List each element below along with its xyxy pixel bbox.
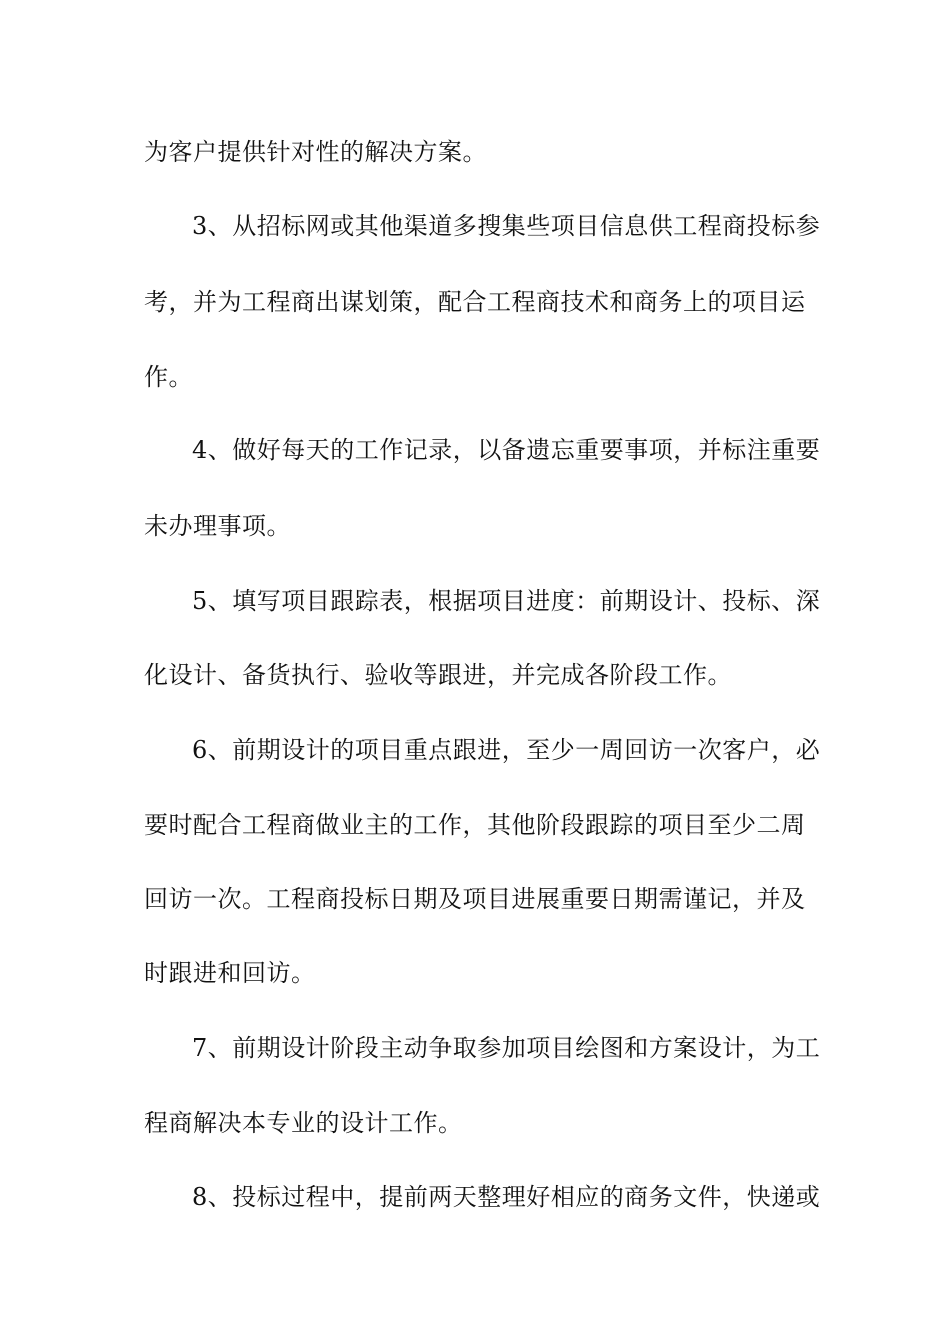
item-6-line-1: 6、前期设计的项目重点跟进，至少一周回访一次客户，必	[192, 736, 821, 764]
text-line: 为客户提供针对性的解决方案。	[144, 138, 487, 166]
item-7-line-1: 7、前期设计阶段主动争取参加项目绘图和方案设计，为工	[192, 1034, 821, 1062]
item-4-line-2: 未办理事项。	[144, 512, 291, 540]
item-6-line-2: 要时配合工程商做业主的工作，其他阶段跟踪的项目至少二周	[144, 811, 806, 839]
item-3-line-3: 作。	[144, 363, 193, 391]
item-3-line-2: 考，并为工程商出谋划策，配合工程商技术和商务上的项目运	[144, 288, 806, 316]
item-3-line-1: 3、从招标网或其他渠道多搜集些项目信息供工程商投标参	[192, 212, 821, 240]
item-8-line-1: 8、投标过程中，提前两天整理好相应的商务文件，快递或	[192, 1183, 821, 1211]
item-5-line-2: 化设计、备货执行、验收等跟进，并完成各阶段工作。	[144, 661, 732, 689]
item-7-line-2: 程商解决本专业的设计工作。	[144, 1109, 463, 1137]
item-6-line-4: 时跟进和回访。	[144, 959, 316, 987]
item-4-line-1: 4、做好每天的工作记录，以备遗忘重要事项，并标注重要	[192, 436, 821, 464]
item-5-line-1: 5、填写项目跟踪表，根据项目进度：前期设计、投标、深	[192, 587, 821, 615]
item-6-line-3: 回访一次。工程商投标日期及项目进展重要日期需谨记，并及	[144, 885, 806, 913]
